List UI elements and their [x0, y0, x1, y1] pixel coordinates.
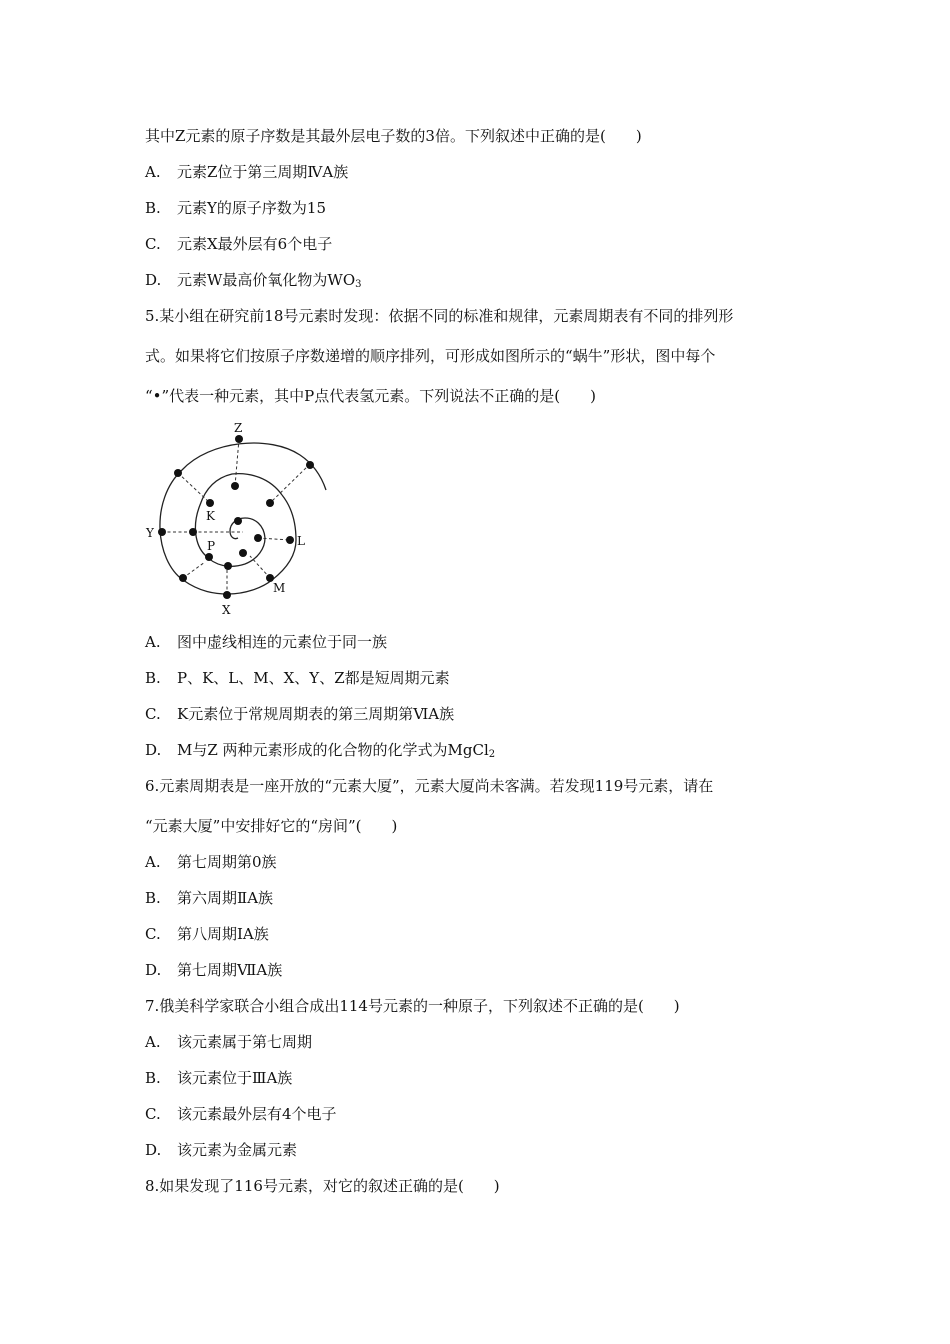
outer-spiral-bottom: [183, 495, 296, 594]
subscript: 2: [488, 749, 496, 760]
option-label: D.: [145, 741, 162, 759]
element-dots: [158, 435, 314, 599]
q5-option-a: [145, 632, 387, 652]
label-x: X: [222, 603, 231, 617]
q6-stem-line-1: 6.元素周期表是一座开放的“元素大厦”，元素大厦尚未客满。若发现119号元素，请在: [145, 777, 714, 795]
option-label: B.: [145, 199, 161, 217]
option-label: A.: [145, 853, 161, 871]
q5-stem-line-3: “•”代表一种元素，其中P点代表氢元素。下列说法不正确的是( ): [145, 387, 596, 405]
label-z: Z: [234, 421, 243, 435]
option-label: B.: [145, 889, 161, 907]
element-dot: [254, 534, 262, 542]
element-dot: [223, 591, 231, 599]
option-text: P、K、L、M、X、Y、Z都是短周期元素: [177, 669, 450, 687]
element-dot: [205, 553, 213, 561]
q4-option-a: [145, 162, 348, 182]
element-dot: [306, 461, 314, 469]
q5-option-d: [145, 740, 495, 765]
subscript: 3: [355, 279, 362, 290]
element-dot: [158, 528, 166, 536]
q6-option-a: [145, 852, 277, 872]
q4-option-d: [145, 270, 362, 295]
q5-option-b: [145, 668, 450, 688]
label-k: K: [206, 509, 215, 523]
q5-stem-line-2: 式。如果将它们按原子序数递增的顺序排列，可形成如图所示的“蜗牛”形状，图中每个: [145, 347, 716, 365]
q7-stem: 7.俄美科学家联合小组合成出114号元素的一种原子，下列叙述不正确的是( ): [145, 997, 680, 1015]
element-dot: [206, 499, 214, 507]
element-dot: [224, 562, 232, 570]
option-label: A.: [145, 633, 161, 651]
element-dot: [234, 517, 242, 525]
option-text: 第六周期ⅡA族: [177, 889, 274, 907]
element-dot: [231, 482, 239, 490]
q8-stem: 8.如果发现了116号元素，对它的叙述正确的是( ): [145, 1177, 500, 1195]
option-label: C.: [145, 1105, 161, 1123]
option-label: B.: [145, 669, 161, 687]
q4-stem: 其中Z元素的原子序数是其最外层电子数的3倍。下列叙述中正确的是( ): [145, 127, 642, 145]
q6-option-b: [145, 888, 273, 908]
option-text: 该元素为金属元素: [177, 1141, 298, 1159]
element-dot: [189, 528, 197, 536]
element-dot: [179, 574, 187, 582]
option-label: A.: [145, 1033, 161, 1051]
option-text: K元素位于常规周期表的第三周期第ⅥA族: [177, 705, 455, 723]
q6-stem-line-2: “元素大厦”中安排好它的“房间”( ): [145, 817, 398, 835]
option-label: C.: [145, 705, 161, 723]
q4-option-b: [145, 198, 326, 218]
option-text: 第七周期ⅦA族: [177, 961, 283, 979]
q7-option-d: [145, 1140, 297, 1160]
option-text: 图中虚线相连的元素位于同一族: [177, 633, 388, 651]
option-label: D.: [145, 961, 162, 979]
option-label: D.: [145, 271, 162, 289]
element-dot: [239, 549, 247, 557]
q4-option-c: [145, 234, 332, 254]
option-text: 第七周期第0族: [177, 853, 277, 871]
option-label: C.: [145, 235, 161, 253]
option-text: 第八周期ⅠA族: [177, 925, 269, 943]
snail-periodic-figure: [140, 420, 340, 620]
q7-option-a: [145, 1032, 312, 1052]
option-text: 该元素最外层有4个电子: [177, 1105, 337, 1123]
option-text: 该元素属于第七周期: [177, 1033, 313, 1051]
q7-option-c: [145, 1104, 337, 1124]
label-y: Y: [146, 526, 154, 540]
label-m: M: [273, 581, 286, 595]
option-text: 元素Z位于第三周期ⅣA族: [177, 163, 349, 181]
q5-stem-line-1: 5.某小组在研究前18号元素时发现：依据不同的标准和规律，元素周期表有不同的排列形: [145, 307, 734, 325]
label-l: L: [297, 534, 305, 548]
option-label: C.: [145, 925, 161, 943]
q7-option-b: [145, 1068, 292, 1088]
dashed-connectors: [162, 439, 310, 595]
option-text: 元素W最高价氧化物为WO: [177, 271, 356, 289]
option-text: 元素X最外层有6个电子: [177, 235, 333, 253]
label-p: P: [207, 539, 216, 553]
option-label: B.: [145, 1069, 161, 1087]
q5-option-c: [145, 704, 454, 724]
q6-option-d: [145, 960, 282, 980]
option-label: D.: [145, 1141, 162, 1159]
element-dot: [266, 499, 274, 507]
q6-option-c: [145, 924, 269, 944]
outer-spiral: [160, 443, 326, 580]
option-text: M与Z 两种元素形成的化合物的化学式为MgCl: [177, 741, 489, 759]
element-dot: [286, 536, 294, 544]
option-text: 元素Y的原子序数为15: [177, 199, 326, 217]
option-text: 该元素位于ⅢA族: [177, 1069, 293, 1087]
element-dot: [235, 435, 243, 443]
option-label: A.: [145, 163, 161, 181]
element-dot: [174, 469, 182, 477]
